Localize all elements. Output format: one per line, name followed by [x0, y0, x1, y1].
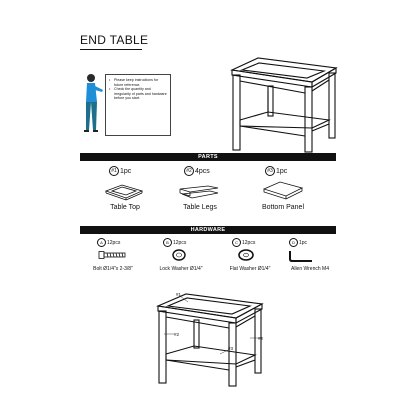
hardware-a-quantity: A 12pcs [97, 238, 120, 247]
part-2-quantity: #2 4pcs [184, 166, 210, 176]
bolt-icon [98, 250, 126, 260]
part-1-quantity: #1 1pc [109, 166, 131, 176]
table-legs-icon [178, 184, 220, 200]
hardware-b-label: Lock Washer Ø1/4" [159, 266, 203, 272]
part-3-label: Bottom Panel [261, 204, 305, 211]
hardware-section-header: HARDWARE [80, 226, 336, 234]
callout-part-3: #3 [228, 346, 234, 351]
hardware-c-quantity: C 12pcs [232, 238, 255, 247]
callout-part-2-left: #2 [174, 332, 180, 337]
part-2-number: #2 [184, 166, 194, 176]
document-title: END TABLE [80, 33, 149, 47]
instruction-notes-box [105, 74, 171, 136]
part-3-quantity: #3 1pc [265, 166, 287, 176]
part-2-label: Table Legs [183, 204, 217, 211]
allen-wrench-icon [287, 250, 313, 262]
hardware-a-code: A [97, 238, 106, 247]
lock-washer-icon [172, 249, 186, 261]
hardware-d-quantity: D 1pc [289, 238, 307, 247]
person-reading-icon [79, 72, 105, 134]
title-underline [80, 49, 142, 50]
hardware-b-code: B [163, 238, 172, 247]
hardware-c-label: Flat Washer Ø1/4" [229, 266, 271, 272]
callout-part-2-right: #2 [258, 336, 264, 341]
hardware-c-code: C [232, 238, 241, 247]
hardware-b-quantity: B 12pcs [163, 238, 186, 247]
note-item: • Please keep instructions for future reference. [114, 78, 167, 87]
part-3-number: #3 [265, 166, 275, 176]
end-table-preview-drawing [228, 56, 338, 156]
hardware-d-code: D [289, 238, 298, 247]
part-1-label: Table Top [110, 204, 140, 211]
note-item: • Check the quantity and irregularity of parts and hardware before you start. [114, 87, 167, 101]
hardware-d-label: Allen Wrench M4 [291, 266, 329, 272]
bottom-panel-icon [262, 180, 304, 202]
part-1-number: #1 [109, 166, 119, 176]
parts-section-header: PARTS [80, 153, 336, 161]
table-top-icon [104, 183, 144, 201]
hardware-a-label: Bolt Ø1/4"x 2-3/8" [93, 266, 133, 272]
assembled-table-drawing [150, 288, 270, 388]
callout-part-1: #1 [176, 292, 182, 297]
flat-washer-icon [238, 249, 254, 261]
